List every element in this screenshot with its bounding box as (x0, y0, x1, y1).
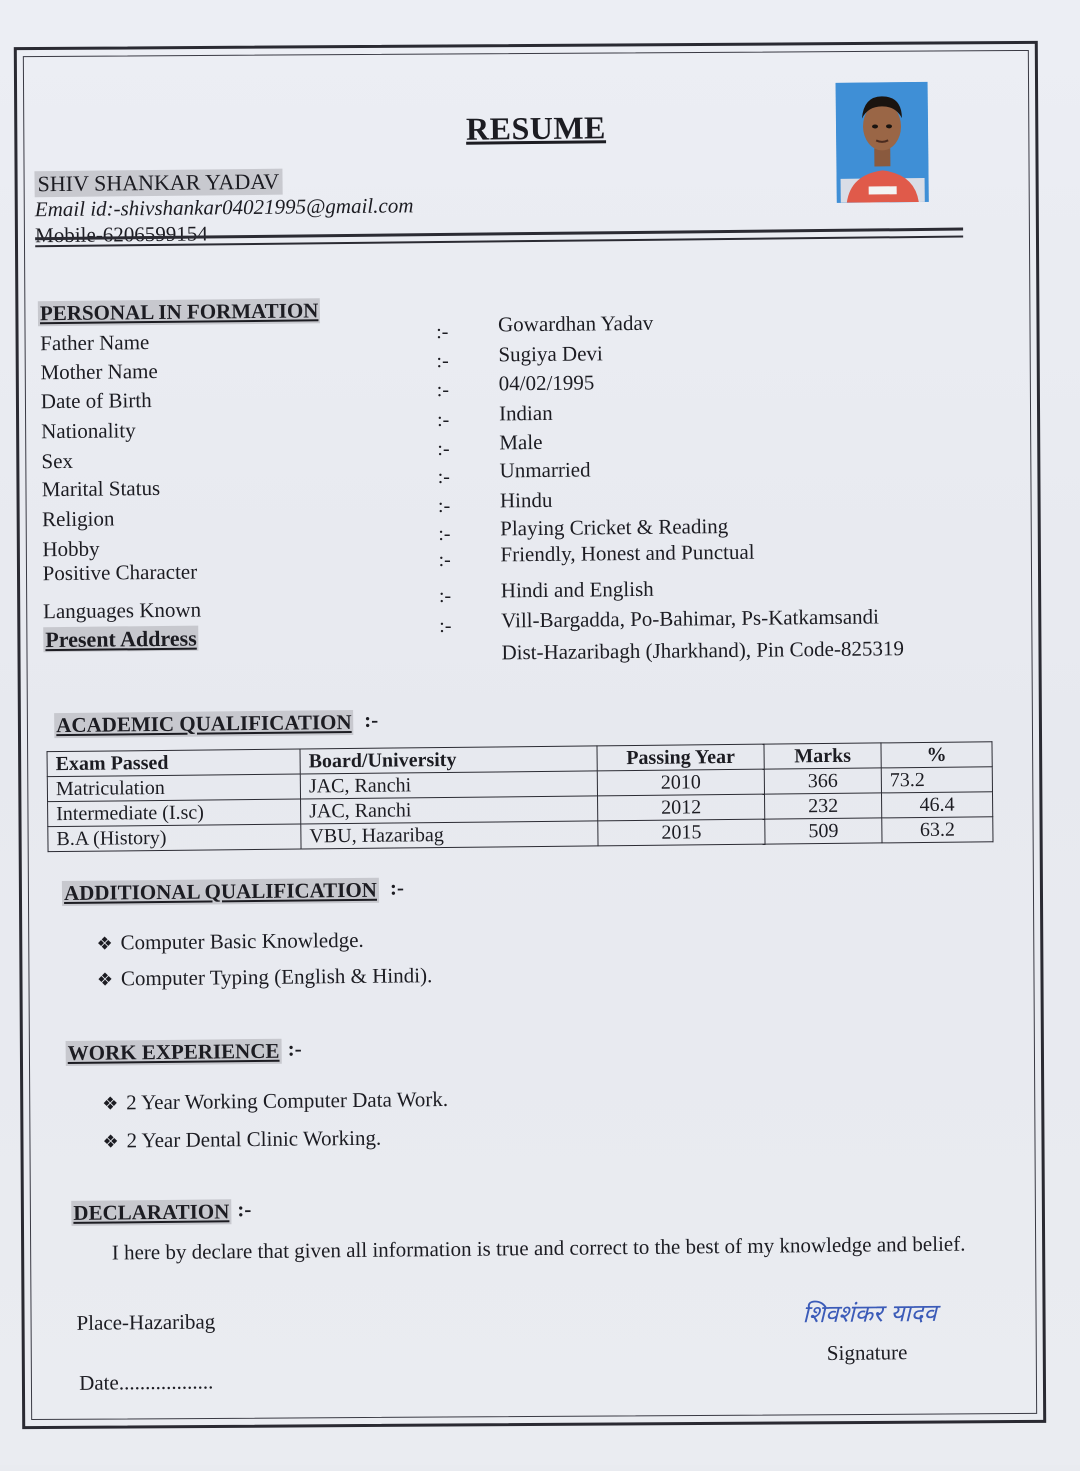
separator: :- (436, 320, 449, 344)
hobby-label: Hobby (42, 536, 100, 562)
bullet-diamond-icon: ❖ (102, 1131, 119, 1152)
list-item (97, 963, 433, 992)
table-cell: Intermediate (I.sc) (48, 799, 301, 827)
table-cell: 73.2 (881, 767, 992, 793)
separator: :- (437, 465, 450, 489)
table-cell: 2012 (598, 794, 765, 821)
separator: :- (436, 349, 449, 373)
present-address-heading: Present Address (45, 625, 197, 653)
separator: :- (436, 378, 450, 402)
religion-label: Religion (41, 506, 115, 532)
table-cell: 63.2 (882, 817, 993, 843)
academic-heading: ACADEMIC QUALIFICATION (54, 710, 354, 738)
place: Place-Hazaribag (76, 1309, 216, 1335)
declaration-heading-suffix: :- (237, 1197, 252, 1222)
positive-character-value: Friendly, Honest and Punctual (500, 539, 755, 567)
table-header: Exam Passed (47, 749, 300, 777)
declaration-text: I here by declare that given all information is true and correct to the best of my knowledge and belief. (111, 1231, 966, 1265)
academic-table (47, 741, 994, 852)
separator: :- (437, 494, 451, 518)
present-address-label (43, 626, 199, 654)
table-cell: 46.4 (881, 792, 992, 818)
religion-value: Hindu (499, 487, 553, 513)
dob-label: Date of Birth (40, 388, 152, 414)
additional-heading-suffix: :- (389, 875, 405, 900)
separator: :- (437, 437, 450, 461)
table-cell: JAC, Ranchi (301, 796, 598, 824)
table-cell: Matriculation (47, 774, 300, 802)
bullet-diamond-icon: ❖ (96, 969, 114, 990)
separator: :- (438, 548, 451, 572)
separator: :- (439, 614, 452, 638)
list-item (96, 928, 363, 956)
work-heading: WORK EXPERIENCE (66, 1039, 282, 1066)
declaration-heading: DECLARATION (71, 1199, 231, 1226)
list-item (102, 1087, 448, 1116)
separator: :- (438, 522, 451, 546)
address-line-2: Dist-Hazaribagh (Jharkhand), Pin Code-825319 (501, 636, 905, 665)
work-heading-suffix: :- (287, 1036, 302, 1061)
academic-heading-suffix: :- (364, 707, 379, 732)
additional-heading: ADDITIONAL QUALIFICATION (62, 878, 379, 906)
positive-character-label: Positive Character (42, 559, 198, 586)
languages-value: Hindi and English (500, 576, 654, 603)
table-header: Passing Year (597, 744, 764, 771)
languages-label: Languages Known (42, 597, 202, 624)
signature-label: Signature (826, 1340, 908, 1366)
table-cell: B.A (History) (48, 824, 301, 852)
sex-value: Male (499, 429, 543, 455)
mother-name-value: Sugiya Devi (498, 341, 603, 367)
list-item-text: Computer Basic Knowledge. (120, 927, 364, 955)
nationality-value: Indian (498, 400, 553, 426)
table-cell: JAC, Ranchi (300, 771, 597, 799)
table-cell: 509 (765, 818, 882, 844)
table-cell: 2010 (597, 769, 764, 796)
table-cell: 366 (764, 768, 881, 794)
table-cell: VBU, Hazaribag (301, 821, 598, 849)
marital-status-label: Marital Status (41, 475, 161, 502)
mother-name-label: Mother Name (40, 358, 158, 385)
personal-info-heading: PERSONAL IN FORMATION (38, 298, 321, 326)
candidate-mobile: Mobile-6206599154 (34, 221, 208, 248)
list-item (102, 1126, 381, 1154)
list-item-text: 2 Year Working Computer Data Work. (126, 1086, 449, 1115)
table-header: Board/University (300, 746, 597, 774)
candidate-email: Email id:-shivshankar04021995@gmail.com (34, 193, 414, 222)
table-cell: 2015 (598, 819, 765, 846)
bullet-diamond-icon: ❖ (96, 933, 113, 954)
profile-photo (836, 82, 929, 203)
list-item-text: 2 Year Dental Clinic Working. (126, 1125, 382, 1153)
candidate-name: SHIV SHANKAR YADAV (34, 169, 282, 198)
signature-script: शिवशंकर यादव (802, 1298, 937, 1329)
table-header: % (881, 742, 992, 768)
nationality-label: Nationality (41, 418, 136, 444)
list-item-text: Computer Typing (English & Hindi). (120, 963, 433, 991)
table-cell: 232 (764, 793, 881, 819)
address-line-1: Vill-Bargadda, Po-Bahimar, Ps-Katkamsandi (501, 604, 880, 633)
profile-photo-image (836, 82, 929, 203)
separator: :- (438, 584, 452, 608)
separator: :- (436, 408, 450, 432)
bullet-diamond-icon: ❖ (102, 1093, 119, 1114)
hobby-value: Playing Cricket & Reading (500, 514, 729, 541)
resume-title: RESUME (465, 109, 607, 147)
table-header: Marks (764, 743, 881, 769)
date: Date.................. (78, 1369, 214, 1395)
marital-status-value: Unmarried (499, 457, 591, 483)
father-name-label: Father Name (40, 330, 150, 356)
father-name-value: Gowardhan Yadav (497, 310, 654, 337)
sex-label: Sex (41, 448, 74, 474)
dob-value: 04/02/1995 (498, 370, 595, 396)
